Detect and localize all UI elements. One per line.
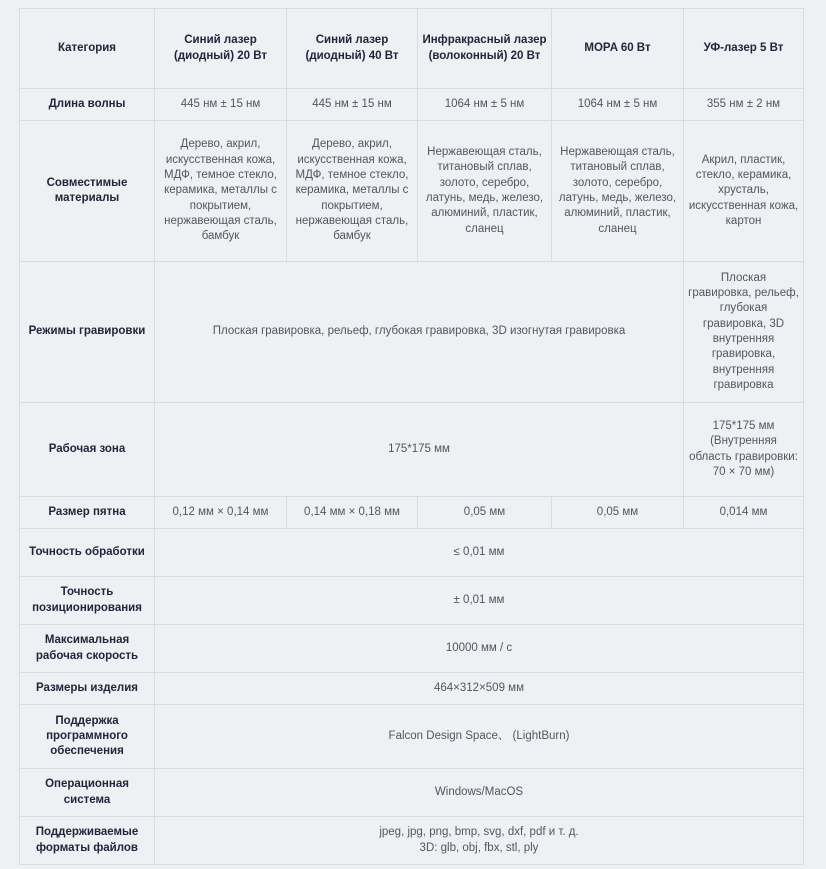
laser-spec-table [19,8,804,865]
row-materials [20,121,804,262]
wavelength-blue-20w: 445 нм ± 15 нм [155,89,287,121]
materials-blue-20w: Дерево, акрил, искусственная кожа, МДФ, темное стекло, керамика, металлы с покрытием, нержавеющая сталь, бамбук [155,121,287,262]
materials-mopa: Нержавеющая сталь, титановый сплав, золото, серебро, латунь, медь, железо, алюминий, пластик, сланец [552,121,684,262]
software-value: Falcon Design Space、 (LightBurn) [155,705,804,769]
work-area-label: Рабочая зона [20,403,155,497]
modes-uv: Плоская гравировка, рельеф, глубокая гравировка, 3D внутренняя гравировка, внутренняя гравировка [684,262,804,403]
spot-mopa: 0,05 мм [552,497,684,529]
spec-table-container [19,8,803,865]
header-category: Категория [20,9,155,89]
row-spot-size [20,497,804,529]
row-work-area [20,403,804,497]
header-mopa-60w: MOPA 60 Вт [552,9,684,89]
processing-accuracy-value: ≤ 0,01 мм [155,529,804,577]
work-area-uv: 175*175 мм (Внутренняя область гравировки: 70 × 70 мм) [684,403,804,497]
spot-blue-40w: 0,14 мм × 0,18 мм [287,497,418,529]
spot-blue-20w: 0,12 мм × 0,14 мм [155,497,287,529]
row-max-speed [20,625,804,673]
wavelength-infrared: 1064 нм ± 5 нм [418,89,552,121]
spot-uv: 0,014 мм [684,497,804,529]
spot-infrared: 0,05 мм [418,497,552,529]
modes-label: Режимы гравировки [20,262,155,403]
row-software [20,705,804,769]
header-uv-5w: УФ-лазер 5 Вт [684,9,804,89]
wavelength-uv: 355 нм ± 2 нм [684,89,804,121]
row-engraving-modes [20,262,804,403]
row-wavelength [20,89,804,121]
row-file-formats [20,817,804,865]
row-positioning-accuracy [20,577,804,625]
positioning-accuracy-label: Точность позиционирования [20,577,155,625]
formats-label: Поддерживаемые форматы файлов [20,817,155,865]
spot-label: Размер пятна [20,497,155,529]
row-processing-accuracy [20,529,804,577]
dimensions-label: Размеры изделия [20,673,155,705]
header-blue-20w: Синий лазер (диодный) 20 Вт [155,9,287,89]
os-value: Windows/MacOS [155,769,804,817]
materials-blue-40w: Дерево, акрил, искусственная кожа, МДФ, темное стекло, керамика, металлы с покрытием, нержавеющая сталь, бамбук [287,121,418,262]
materials-infrared: Нержавеющая сталь, титановый сплав, золото, серебро, латунь, медь, железо, алюминий, пластик, сланец [418,121,552,262]
software-label: Поддержка программного обеспечения [20,705,155,769]
header-infrared-20w: Инфракрасный лазер (волоконный) 20 Вт [418,9,552,89]
materials-label: Совместимые материалы [20,121,155,262]
wavelength-label: Длина волны [20,89,155,121]
formats-line-1: jpeg, jpg, png, bmp, svg, dxf, pdf и т. д. [379,826,579,839]
formats-line-2: 3D: glb, obj, fbx, stl, ply [419,841,539,854]
max-speed-label: Максимальная рабочая скорость [20,625,155,673]
header-row [20,9,804,89]
materials-uv: Акрил, пластик, стекло, керамика, хрусталь, искусственная кожа, картон [684,121,804,262]
header-blue-40w: Синий лазер (диодный) 40 Вт [287,9,418,89]
wavelength-mopa: 1064 нм ± 5 нм [552,89,684,121]
row-os [20,769,804,817]
positioning-accuracy-value: ± 0,01 мм [155,577,804,625]
work-area-shared: 175*175 мм [155,403,684,497]
processing-accuracy-label: Точность обработки [20,529,155,577]
os-label: Операционная система [20,769,155,817]
row-dimensions [20,673,804,705]
max-speed-value: 10000 мм / с [155,625,804,673]
dimensions-value: 464×312×509 мм [155,673,804,705]
formats-value [155,817,804,865]
modes-shared: Плоская гравировка, рельеф, глубокая гравировка, 3D изогнутая гравировка [155,262,684,403]
wavelength-blue-40w: 445 нм ± 15 нм [287,89,418,121]
